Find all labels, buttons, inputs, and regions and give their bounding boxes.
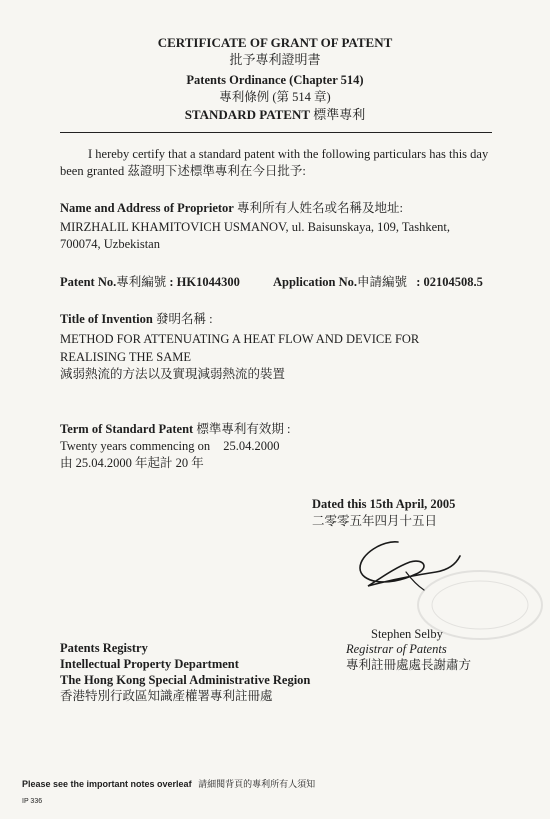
footer-note-en: Please see the important notes overleaf: [22, 779, 192, 789]
patent-number-label-zh: 專利編號: [116, 275, 167, 289]
invention-title-line-1: METHOD FOR ATTENUATING A HEAT FLOW AND DEVICE FOR: [60, 332, 420, 346]
certify-line-2: [60, 163, 306, 179]
registry-line-2: Intellectual Property Department: [60, 657, 239, 671]
patent-number: [60, 274, 240, 290]
proprietor-label-zh: 專利所有人姓名或名稱及地址:: [236, 201, 403, 215]
dated-line-zh: 二零零五年四月十五日: [312, 514, 438, 528]
proprietor-label-en: Name and Address of Proprietor: [60, 201, 234, 215]
application-number-label-en: Application No.: [273, 275, 358, 289]
term-commencing: Twenty years commencing on: [60, 439, 211, 453]
footer-notes: [22, 778, 315, 790]
application-number-label-zh: 申請編號: [357, 275, 408, 289]
registrar-signature: [338, 528, 478, 608]
term-line-1: [60, 438, 280, 454]
certificate-title: CERTIFICATE OF GRANT OF PATENT: [157, 35, 393, 50]
footer-note-zh: 請細閱背頁的專利所有人須知: [198, 779, 316, 789]
certify-granted-en: been granted: [60, 164, 125, 178]
invention-title-line-2: REALISING THE SAME: [60, 350, 192, 364]
certificate-title-zh: 批予專利證明書: [229, 52, 321, 67]
dated-line: Dated this 15th April, 2005: [312, 497, 456, 511]
invention-title-zh: 減弱熱流的方法以及實現減弱熱流的裝置: [60, 367, 286, 381]
invention-label-zh: 發明名稱 :: [155, 312, 213, 326]
patent-number-label-en: Patent No.: [60, 275, 117, 289]
patent-type-en: STANDARD PATENT: [184, 107, 311, 122]
invention-label: [60, 311, 213, 327]
signatory-name: Stephen Selby: [371, 627, 443, 641]
certify-line-1: I hereby certify that a standard patent with the following particulars has this day: [88, 147, 489, 161]
certify-granted-zh: 茲證明下述標準專利在今日批予:: [127, 164, 306, 178]
application-number: [273, 274, 483, 290]
term-line-zh: 由 25.04.2000 年起計 20 年: [60, 456, 204, 470]
ordinance-title-zh: 專利條例 (第 514 章): [219, 90, 331, 104]
signatory-title: Registrar of Patents: [346, 642, 447, 656]
registry-line-1: Patents Registry: [60, 641, 148, 655]
application-number-value: : 02104508.5: [416, 275, 483, 289]
header-divider: [60, 132, 492, 133]
patent-type-zh: 標準專利: [313, 107, 366, 122]
term-start-date: 25.04.2000: [223, 439, 280, 453]
term-label: [60, 421, 290, 437]
proprietor-address-line-1: MIRZHALIL KHAMITOVICH USMANOV, ul. Baisunskaya, 109, Tashkent,: [60, 220, 450, 234]
term-label-en: Term of Standard Patent: [60, 422, 194, 436]
term-label-zh: 標準專利有效期 :: [196, 422, 291, 436]
registry-line-zh: 香港特別行政區知識產權署專利註冊處: [60, 689, 273, 703]
form-code: IP 336: [22, 798, 43, 805]
ordinance-title: Patents Ordinance (Chapter 514): [186, 73, 364, 87]
proprietor-address-line-2: 700074, Uzbekistan: [60, 237, 160, 251]
signatory-title-zh: 專利註冊處處長謝肅方: [346, 658, 472, 672]
proprietor-label: [60, 200, 403, 216]
invention-label-en: Title of Invention: [60, 312, 153, 326]
registry-line-3: The Hong Kong Special Administrative Region: [60, 673, 311, 687]
patent-type: [0, 107, 550, 123]
patent-number-value: : HK1044300: [169, 275, 240, 289]
